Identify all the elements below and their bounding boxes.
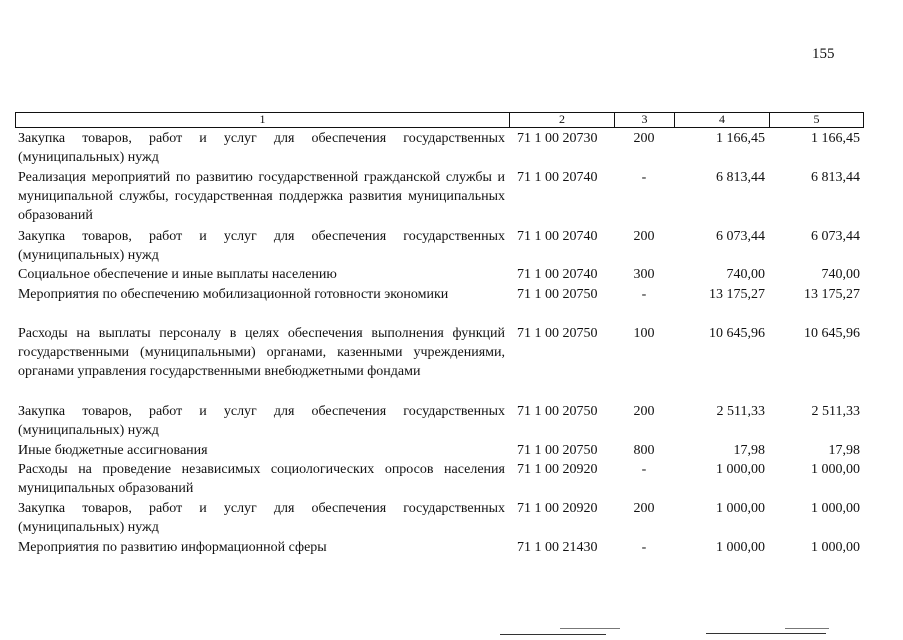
- row-value-1: 740,00: [726, 267, 765, 282]
- row-value-1: 17,98: [733, 443, 765, 458]
- row-value-2: 1 166,45: [811, 131, 860, 146]
- header-col-5: 5: [769, 113, 863, 127]
- row-code: 71 1 00 20740: [517, 170, 598, 185]
- row-name: Мероприятия по обеспечению мобилизационной готовности экономики: [18, 287, 449, 302]
- header-col-3: 3: [614, 113, 674, 127]
- row-type: 300: [633, 267, 655, 282]
- row-value-2: 740,00: [821, 267, 860, 282]
- row-code: 71 1 00 20750: [517, 443, 598, 458]
- row-value-2: 1 000,00: [811, 501, 860, 516]
- row-value-1: 6 813,44: [716, 170, 765, 185]
- row-name: Расходы на проведение независимых социологических опросов населения муниципальных образований: [18, 462, 505, 496]
- row-code: 71 1 00 21430: [517, 540, 598, 555]
- row-type: 200: [633, 229, 655, 244]
- row-name: Социальное обеспечение и иные выплаты населению: [18, 267, 337, 282]
- header-col-4: 4: [674, 113, 769, 127]
- row-name: Мероприятия по развитию информационной сферы: [18, 540, 327, 555]
- row-value-1: 1 000,00: [716, 501, 765, 516]
- row-name: Реализация мероприятий по развитию государственной гражданской службы и муниципальной службы, государственная поддержка развития муниципальных образований: [18, 170, 505, 223]
- row-type: -: [641, 170, 647, 185]
- row-value-2: 2 511,33: [811, 404, 860, 419]
- row-value-1: 10 645,96: [709, 326, 765, 341]
- row-type: 200: [633, 501, 655, 516]
- row-value-2: 1 000,00: [811, 540, 860, 555]
- row-code: 71 1 00 20740: [517, 229, 598, 244]
- footer-rule: [706, 633, 826, 634]
- row-name: Закупка товаров, работ и услуг для обеспечения государственных (муниципальных) нужд: [18, 404, 505, 438]
- row-type: -: [641, 462, 647, 477]
- row-code: 71 1 00 20750: [517, 404, 598, 419]
- header-col-1: 1: [259, 112, 266, 126]
- row-name: Закупка товаров, работ и услуг для обеспечения государственных (муниципальных) нужд: [18, 131, 505, 165]
- footer-rule: [500, 634, 606, 635]
- row-value-1: 1 000,00: [716, 540, 765, 555]
- footer-rule: [560, 628, 620, 629]
- row-type: 100: [633, 326, 655, 341]
- row-value-1: 1 166,45: [716, 131, 765, 146]
- row-value-2: 13 175,27: [804, 287, 860, 302]
- row-name: Расходы на выплаты персоналу в целях обеспечения выполнения функций государственными (муниципальными) органами, казенными учреждениями, органами управления государственными внебюджетными фондами: [18, 326, 505, 379]
- row-type: 800: [633, 443, 655, 458]
- row-type: 200: [633, 131, 655, 146]
- row-value-1: 2 511,33: [716, 404, 765, 419]
- footer-rule: [785, 628, 829, 629]
- row-value-2: 6 073,44: [811, 229, 860, 244]
- row-code: 71 1 00 20920: [517, 462, 598, 477]
- row-name: Закупка товаров, работ и услуг для обеспечения государственных (муниципальных) нужд: [18, 229, 505, 263]
- row-code: 71 1 00 20740: [517, 267, 598, 282]
- row-type: -: [641, 287, 647, 302]
- row-code: 71 1 00 20920: [517, 501, 598, 516]
- row-value-1: 13 175,27: [709, 287, 765, 302]
- row-type: -: [641, 540, 647, 555]
- header-col-2: 2: [509, 113, 614, 127]
- row-value-2: 10 645,96: [804, 326, 860, 341]
- row-type: 200: [633, 404, 655, 419]
- row-value-2: 1 000,00: [811, 462, 860, 477]
- row-value-2: 6 813,44: [811, 170, 860, 185]
- row-value-2: 17,98: [828, 443, 860, 458]
- row-name: Закупка товаров, работ и услуг для обеспечения государственных (муниципальных) нужд: [18, 501, 505, 535]
- page-number: 155: [812, 46, 835, 62]
- row-code: 71 1 00 20730: [517, 131, 598, 146]
- row-name: Иные бюджетные ассигнования: [18, 443, 208, 458]
- row-value-1: 6 073,44: [716, 229, 765, 244]
- row-code: 71 1 00 20750: [517, 326, 598, 341]
- row-code: 71 1 00 20750: [517, 287, 598, 302]
- row-value-1: 1 000,00: [716, 462, 765, 477]
